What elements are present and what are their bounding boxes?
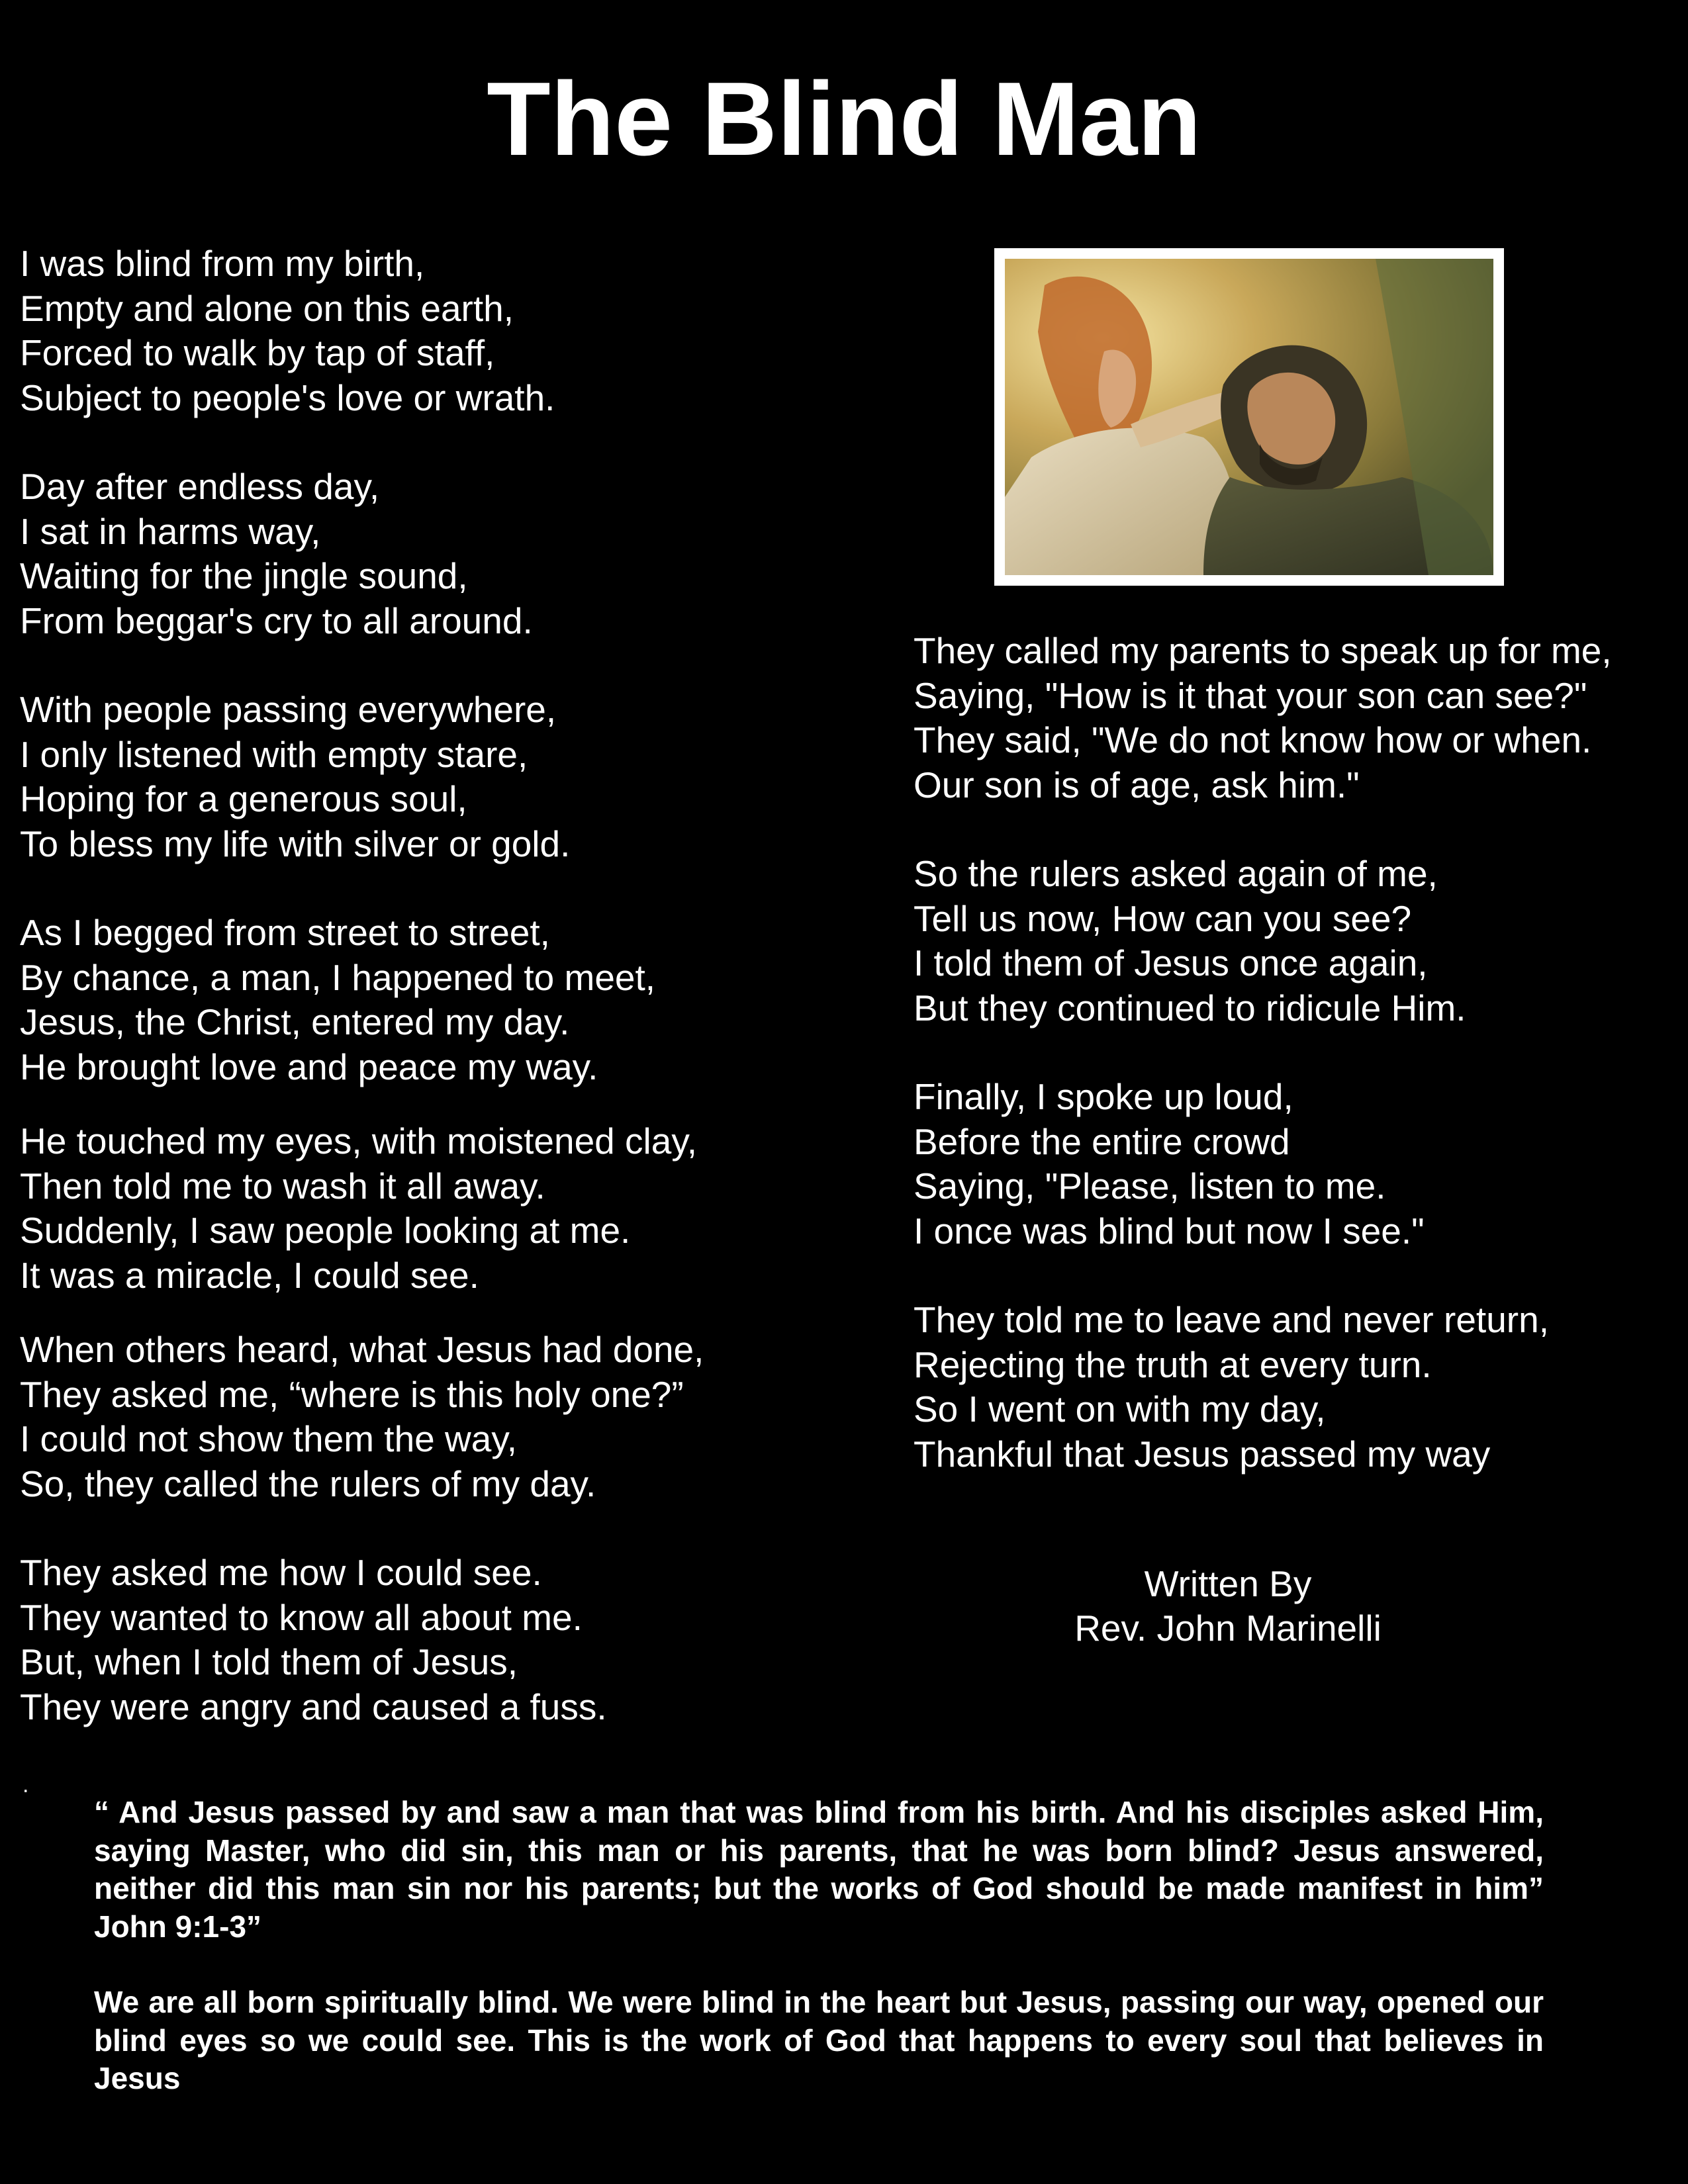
stanza [20,1551,867,1729]
stanza [20,688,867,866]
poem-line: Thankful that Jesus passed my way [914,1433,1491,1475]
poem-line: I told them of Jesus once again, [914,942,1428,983]
poem-line: Hoping for a generous soul, [20,778,467,819]
poem-line: Jesus, the Christ, entered my day. [20,1001,570,1042]
poem-line: Day after endless day, [20,466,380,507]
poem-line: They said, "We do not know how or when. [914,719,1592,760]
poem-line: With people passing everywhere, [20,689,557,730]
stanza [20,911,867,1089]
poem-line: It was a miracle, I could see. [20,1254,479,1296]
poem-line: I once was blind but now I see." [914,1210,1425,1251]
poem-line: Empty and alone on this earth, [20,287,514,329]
poem-line: So I went on with my day, [914,1388,1326,1430]
poem-line: I could not show them the way, [20,1418,518,1459]
poem-line: But, when I told them of Jesus, [20,1641,518,1682]
stanza [20,1328,867,1506]
poem-line: He touched my eyes, with moistened clay, [20,1120,698,1161]
poem-line: They asked me, “where is this holy one?” [20,1373,684,1415]
poem-line: Suddenly, I saw people looking at me. [20,1210,631,1251]
poem-line: To bless my life with silver or gold. [20,823,571,864]
poem-line: Waiting for the jingle sound, [20,555,468,596]
poem-line: I was blind from my birth, [20,243,425,284]
poem-line: By chance, a man, I happened to meet, [20,956,656,998]
jesus-healing-painting [994,248,1504,586]
stray-marker: . [23,1772,29,1797]
poem-line: He brought love and peace my way. [20,1046,598,1087]
stanza [914,1298,1668,1477]
poem-line: They called my parents to speak up for me, [914,630,1612,671]
page-title: The Blind Man [487,61,1201,177]
poem-line: From beggar's cry to all around. [20,600,533,641]
stanza [20,1119,867,1298]
poem-line: Rejecting the truth at every turn. [914,1343,1432,1385]
poem-line: Then told me to wash it all away. [20,1165,545,1206]
credit-written-by: Written By [1144,1563,1312,1604]
painting-illustration [1005,259,1493,575]
author-credit [914,1562,1542,1651]
poem-line: I sat in harms way, [20,510,321,552]
poem-line: So the rulers asked again of me, [914,853,1438,894]
poem-line: They told me to leave and never return, [914,1299,1549,1340]
scripture-block [94,1794,1544,2098]
poem-line: Our son is of age, ask him." [914,764,1360,805]
poem-line: Before the entire crowd [914,1120,1290,1162]
poem-line: Forced to walk by tap of staff, [20,332,495,373]
poem-line: They were angry and caused a fuss. [20,1686,607,1727]
poem-line: They wanted to know all about me. [20,1596,583,1638]
stanza [914,629,1668,807]
poem-line: Tell us now, How can you see? [914,897,1412,939]
poem-line: But they continued to ridicule Him. [914,987,1466,1028]
poem-line: They asked me how I could see. [20,1552,542,1593]
stanza [914,852,1668,1030]
stanza [20,242,867,420]
poem-line: I only listened with empty stare, [20,733,528,775]
poem-right-column [914,629,1668,1477]
poem-line: So, they called the rulers of my day. [20,1463,596,1504]
poem-line: Finally, I spoke up loud, [914,1076,1293,1117]
stanza [914,1075,1668,1253]
poem-line: Saying, "How is it that your son can see?" [914,674,1587,716]
poem-line: As I begged from street to street, [20,912,550,953]
poem-line: When others heard, what Jesus had done, [20,1329,704,1370]
commentary-text: We are all born spiritually blind. We were blind in the heart but Jesus, passing our way, opened our blind eyes so we could see. This is the work of God that happens to every soul that believes in Jesus [94,1985,1544,2095]
poem-line: Saying, "Please, listen to me. [914,1165,1386,1206]
stanza [20,465,867,643]
poem-left-column [20,242,867,1729]
credit-author-name: Rev. John Marinelli [1074,1608,1382,1649]
poem-line: Subject to people's love or wrath. [20,377,555,418]
scripture-quote: “ And Jesus passed by and saw a man that was blind from his birth. And his disciples asked Him, saying Master, who did sin, this man or his parents, that he was born blind? Jesus answered, neither did this man sin nor his parents; but the works of God should be made manifest in him” John 9:1-3” [94,1795,1544,1944]
